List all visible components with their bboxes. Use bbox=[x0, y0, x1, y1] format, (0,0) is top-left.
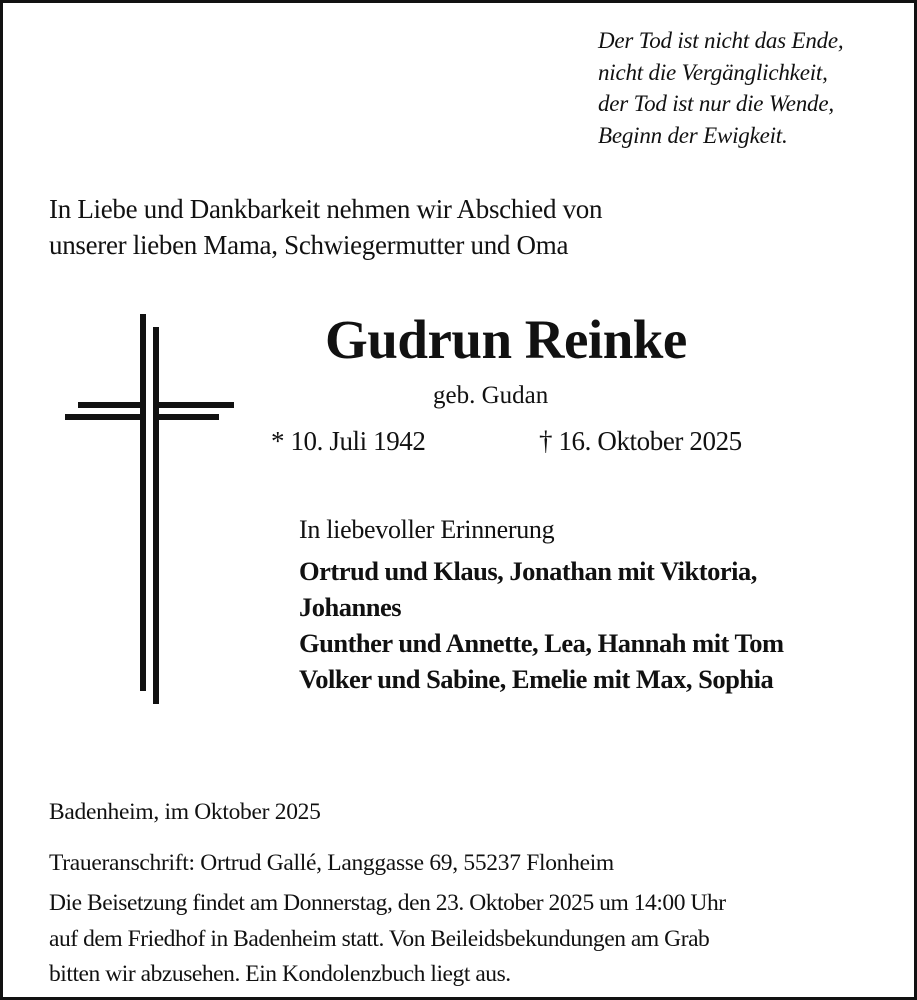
intro-line: In Liebe und Dankbarkeit nehmen wir Abschied von bbox=[49, 194, 603, 224]
funeral-line: bitten wir abzusehen. Ein Kondolenzbuch liegt aus. bbox=[49, 961, 511, 987]
mourner-line: Johannes bbox=[299, 592, 402, 622]
death-date: † 16. Oktober 2025 bbox=[539, 426, 742, 456]
birth-date: * 10. Juli 1942 bbox=[271, 426, 426, 456]
poem-line: Beginn der Ewigkeit. bbox=[598, 122, 788, 148]
intro-text bbox=[49, 191, 602, 263]
mourner-line: Ortrud und Klaus, Jonathan mit Viktoria, bbox=[299, 556, 757, 586]
deceased-name: Gudrun Reinke bbox=[325, 309, 687, 370]
place-date: Badenheim, im Oktober 2025 bbox=[49, 799, 321, 825]
mourner-line: Gunther und Annette, Lea, Hannah mit Tom bbox=[299, 628, 784, 658]
poem-quote bbox=[598, 25, 843, 151]
maiden-name: geb. Gudan bbox=[433, 382, 549, 409]
mourner-line: Volker und Sabine, Emelie mit Max, Sophia bbox=[299, 664, 774, 694]
funeral-line: Die Beisetzung findet am Donnerstag, den 23. Oktober 2025 um 14:00 Uhr bbox=[49, 890, 726, 916]
mourners-list bbox=[299, 553, 784, 697]
intro-line: unserer lieben Mama, Schwiegermutter und Oma bbox=[49, 230, 569, 260]
poem-line: nicht die Vergänglichkeit, bbox=[598, 59, 828, 85]
funeral-info bbox=[49, 886, 726, 993]
funeral-line: auf dem Friedhof in Badenheim statt. Von Beileidsbekundungen am Grab bbox=[49, 925, 710, 952]
poem-line: Der Tod ist nicht das Ende, bbox=[598, 28, 844, 53]
mourning-address: Traueranschrift: Ortrud Gallé, Langgasse 69, 55237 Flonheim bbox=[49, 850, 614, 876]
poem-line: der Tod ist nur die Wende, bbox=[598, 91, 834, 116]
memory-label: In liebevoller Erinnerung bbox=[299, 515, 555, 544]
